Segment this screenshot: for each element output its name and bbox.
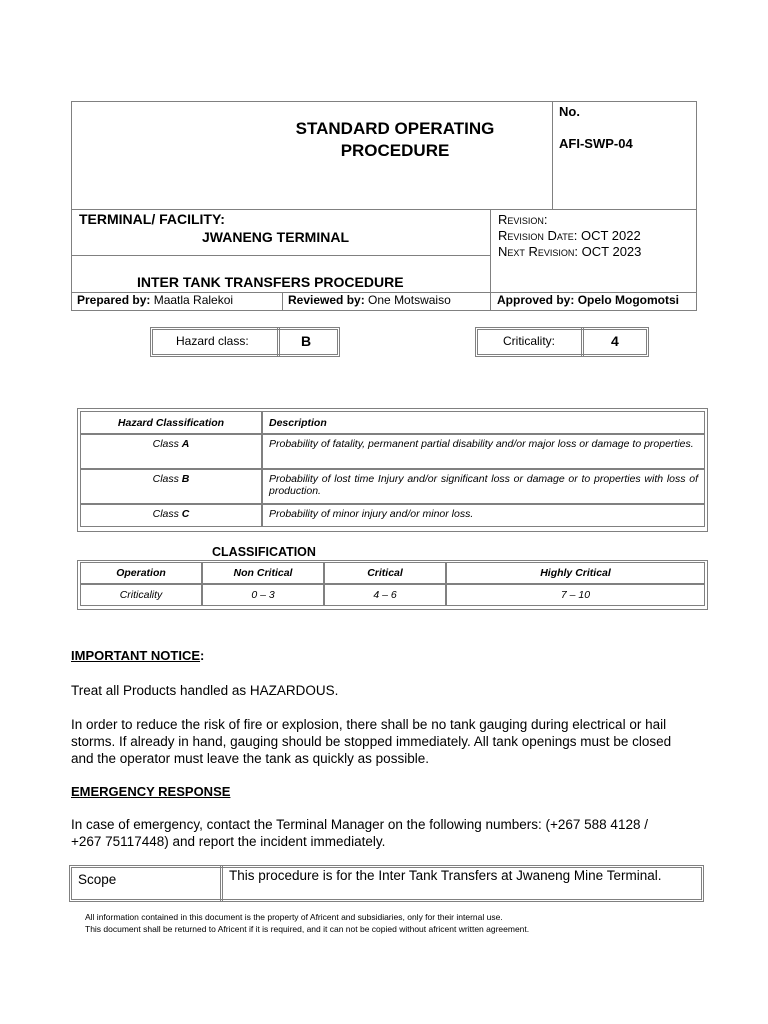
- notice-paragraph: In order to reduce the risk of fire or explosion, there shall be no tank gauging during electrical or hail storms. If already in hand, gauging should be stopped immediately. All tank openings must be closed and the operator must leave the tank as quickly as possible.: [71, 717, 672, 766]
- divider: [277, 327, 280, 357]
- divider: [552, 101, 553, 209]
- approved-by: Approved by: Opelo Mogomotsi: [497, 293, 680, 307]
- important-notice-heading: IMPORTANT NOTICE:: [71, 648, 205, 663]
- emergency-paragraph: In case of emergency, contact the Terminal Manager on the following numbers: (+267 588 4128 / +267 75117448) and report the incident immediately.: [71, 817, 648, 849]
- hazard-class-value: B: [301, 333, 312, 349]
- criticality-value: 4: [611, 333, 619, 349]
- footer-disclaimer: All information contained in this document is the property of Africent and subsidiaries, only for their internal use. This document shall be returned to Africent if it is required, and it can not be copied without africent written agreement.: [85, 912, 530, 934]
- facility-label: TERMINAL/ FACILITY:: [79, 211, 225, 227]
- column-header: Operation: [80, 562, 202, 584]
- prepared-by: Prepared by: Maatla Ralekoi: [77, 293, 234, 307]
- classification-title: CLASSIFICATION: [212, 545, 316, 559]
- table-row: [80, 469, 705, 504]
- emergency-response-heading: EMERGENCY RESPONSE: [71, 784, 231, 799]
- divider: [71, 255, 490, 256]
- table-row: [80, 434, 705, 469]
- revision-date: OCT 2022: [580, 228, 641, 243]
- column-header: Highly Critical: [446, 562, 705, 584]
- column-header: Description: [262, 411, 705, 434]
- criticality-label: Criticality:: [503, 334, 556, 348]
- column-header: Non Critical: [202, 562, 324, 584]
- revision-date-label: Revision Date:: [498, 228, 578, 243]
- column-header: Critical: [324, 562, 446, 584]
- divider: [581, 327, 584, 357]
- hazard-class-label: Hazard class:: [176, 334, 249, 348]
- next-revision-date: OCT 2023: [581, 244, 642, 259]
- table-row: [80, 584, 705, 606]
- next-revision-label: Next Revision:: [498, 244, 579, 259]
- description-cell: Probability of fatality, permanent partial disability and/or major loss or damage to properties.: [262, 434, 705, 469]
- class-cell: Class B: [80, 469, 262, 504]
- table-row: [80, 504, 705, 527]
- class-cell: Class C: [80, 504, 262, 527]
- notice-line: Treat all Products handled as HAZARDOUS.: [71, 683, 339, 698]
- scope-label: Scope: [78, 872, 117, 887]
- document-title: STANDARD OPERATING PROCEDURE: [295, 119, 495, 160]
- doc-number: AFI-SWP-04: [559, 136, 633, 151]
- class-cell: Class A: [80, 434, 262, 469]
- description-cell: Probability of minor injury and/or minor loss.: [262, 504, 705, 527]
- facility-name: JWANENG TERMINAL: [202, 229, 349, 245]
- divider: [220, 865, 223, 902]
- hazard-table: [80, 411, 705, 527]
- table-cell: 7 – 10: [446, 584, 705, 606]
- scope-text: This procedure is for the Inter Tank Transfers at Jwaneng Mine Terminal.: [229, 868, 662, 883]
- revision-block: [498, 212, 641, 260]
- table-header-row: [80, 562, 705, 584]
- column-header: Hazard Classification: [80, 411, 262, 434]
- doc-number-label: No.: [559, 104, 580, 119]
- revision-label: Revision:: [498, 212, 548, 227]
- classification-table: [80, 562, 705, 606]
- divider: [71, 209, 697, 210]
- divider: [282, 292, 283, 311]
- table-cell: 0 – 3: [202, 584, 324, 606]
- table-cell: 4 – 6: [324, 584, 446, 606]
- reviewed-by: Reviewed by: One Motswaiso: [288, 293, 451, 307]
- criticality-box: [475, 327, 649, 357]
- divider: [490, 209, 491, 311]
- table-cell: Criticality: [80, 584, 202, 606]
- procedure-title: INTER TANK TRANSFERS PROCEDURE: [137, 274, 404, 290]
- description-cell: Probability of lost time Injury and/or significant loss or damage or to properties with loss of production.: [262, 469, 705, 504]
- table-header-row: [80, 411, 705, 434]
